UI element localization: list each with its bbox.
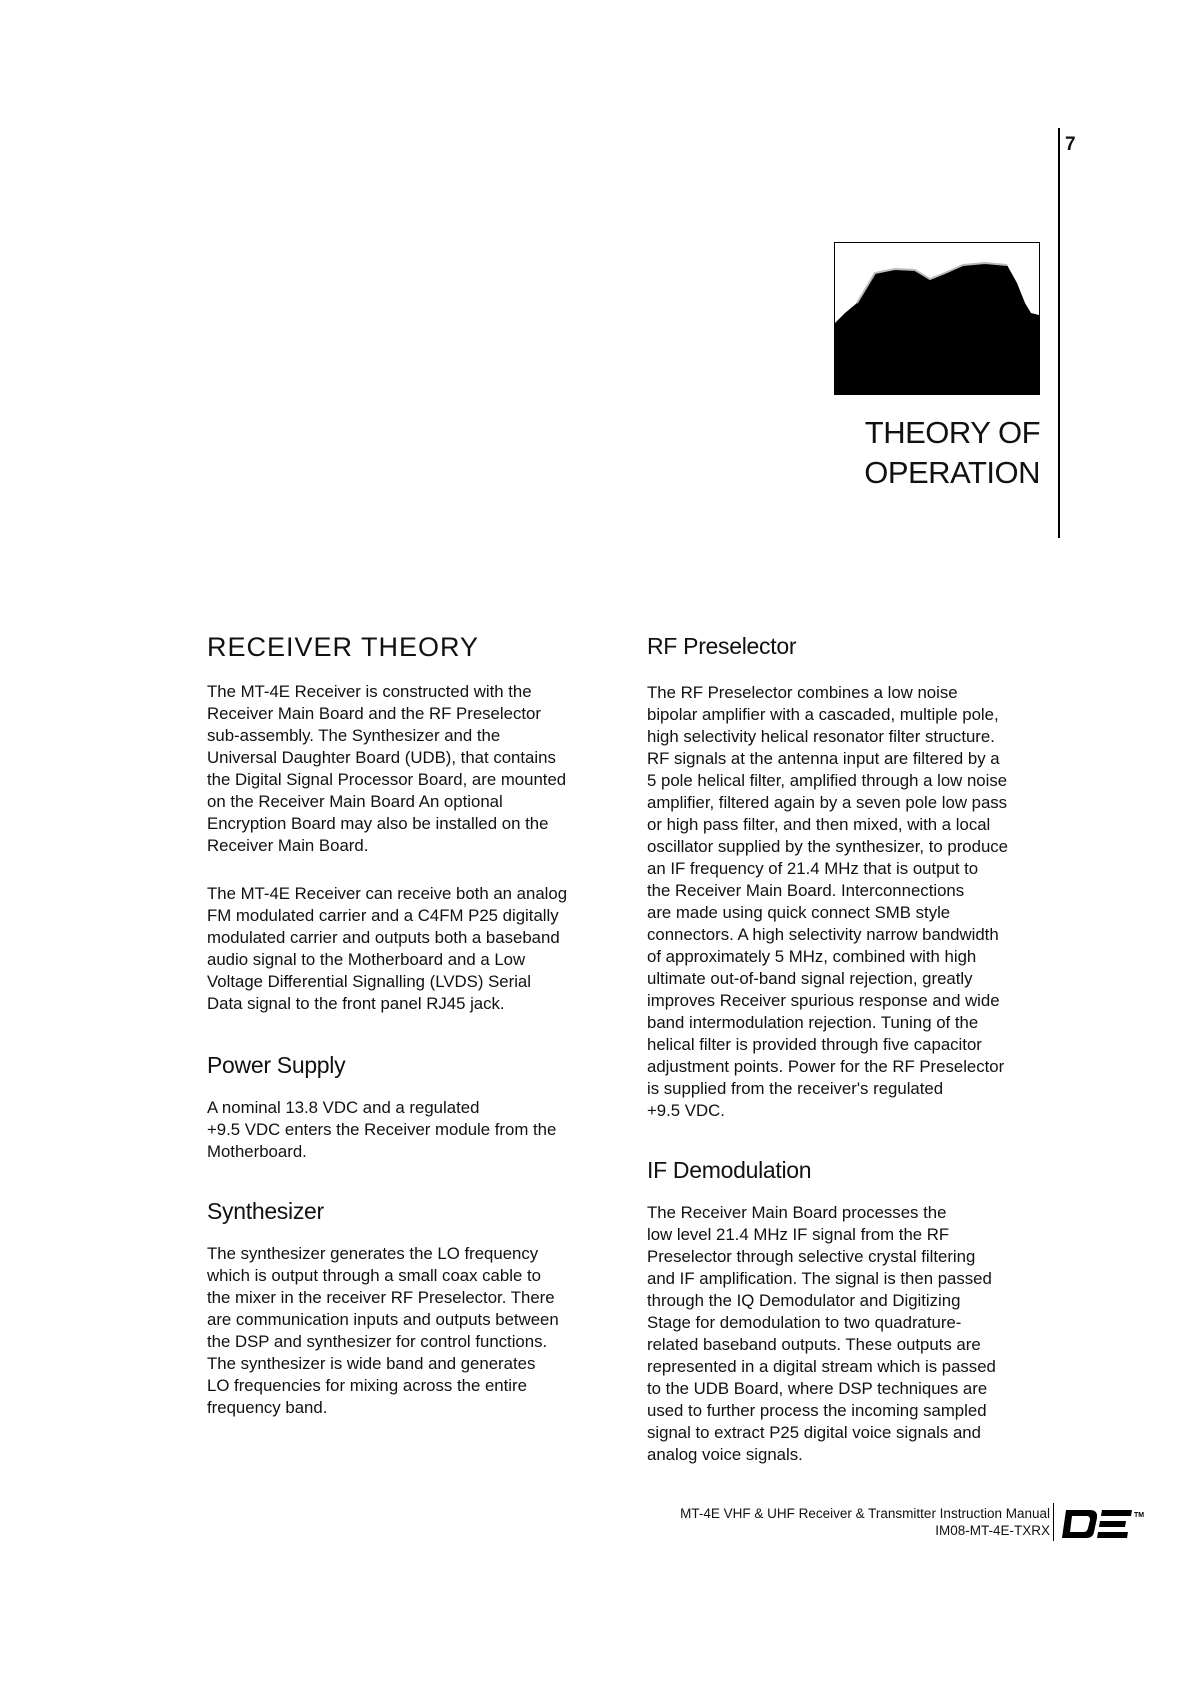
company-logo — [1062, 1508, 1152, 1540]
chapter-title — [780, 413, 1040, 493]
synthesizer-paragraph: The synthesizer generates the LO frequency which is output through a small coax cable to the mixer in the receiver RF Preselector. There are communication inputs and outputs between the DSP and synthesizer for control functions. The synthesizer is wide band and generates LO frequencies for mixing across the entire frequency band. — [207, 1244, 559, 1417]
receiver-theory-heading: RECEIVER THEORY — [207, 632, 480, 662]
footer — [610, 1505, 1050, 1539]
rf-preselector-paragraph: The RF Preselector combines a low noise bipolar amplifier with a cascaded, multiple pole, high selectivity helical resonator filter structure. RF signals at the antenna input are filtered by a 5 pole helical filter, amplified through a low noise amplifier, filtered again by a seven pole low pass or high pass filter, and then mixed, with a local oscillator supplied by the synthesizer, to produce an IF frequency of 21.4 MHz that is output to the Receiver Main Board. Interconnections are made using quick connect SMB style connectors. A high selectivity narrow bandwidth of approximately 5 MHz, combined with high ultimate out-of-band signal rejection, greatly improves Receiver spurious response and wide band intermodulation rejection. Tuning of the helical filter is provided through five capacitor adjustment points. Power for the RF Preselector is supplied from the receiver's regulated +9.5 VDC. — [647, 683, 1009, 1120]
receiver-intro-paragraph-1: The MT-4E Receiver is constructed with the Receiver Main Board and the RF Preselector sub-assembly. The Synthesizer and the Universal Daughter Board (UDB), that contains the Digital Signal Processor Board, are mounted on the Receiver Main Board An optional Encryption Board may also be installed on the Receiver Main Board. — [207, 682, 567, 855]
edge-rule — [1058, 128, 1060, 538]
filter-response-graphic — [835, 243, 1039, 394]
power-supply-paragraph: A nominal 13.8 VDC and a regulated +9.5 VDC enters the Receiver module from the Motherboard. — [207, 1098, 557, 1161]
page-number: 7 — [1065, 134, 1076, 155]
synthesizer-heading: Synthesizer — [207, 1198, 324, 1224]
chapter-image — [834, 242, 1040, 395]
rf-preselector-heading: RF Preselector — [647, 633, 797, 659]
footer-document-id: IM08-MT-4E-TXRX — [935, 1523, 1050, 1538]
if-demodulation-paragraph: The Receiver Main Board processes the low level 21.4 MHz IF signal from the RF Preselector through selective crystal filtering and IF amplification. The signal is then passed through the IQ Demodulator and Digitizing Stage for demodulation to two quadrature- related baseband outputs. These outputs are represented in a digital stream which is passed to the UDB Board, where DSP techniques are used to further process the incoming sampled signal to extract P25 digital voice signals and analog voice signals. — [647, 1203, 996, 1464]
if-demodulation-heading: IF Demodulation — [647, 1157, 812, 1183]
power-supply-heading: Power Supply — [207, 1052, 346, 1078]
footer-manual-title: MT-4E VHF & UHF Receiver & Transmitter Instruction Manual — [680, 1506, 1050, 1521]
right-column — [647, 632, 1067, 1492]
footer-rule — [1053, 1503, 1054, 1541]
left-column — [207, 630, 617, 1445]
chapter-title-line2: OPERATION — [864, 455, 1040, 490]
trademark-mark: TM — [1134, 1512, 1145, 1519]
receiver-intro-paragraph-2: The MT-4E Receiver can receive both an analog FM modulated carrier and a C4FM P25 digitally modulated carrier and outputs both a baseband audio signal to the Motherboard and a Low Voltage Differential Signalling (LVDS) Serial Data signal to the front panel RJ45 jack. — [207, 884, 568, 1013]
chapter-title-line1: THEORY OF — [864, 415, 1040, 450]
